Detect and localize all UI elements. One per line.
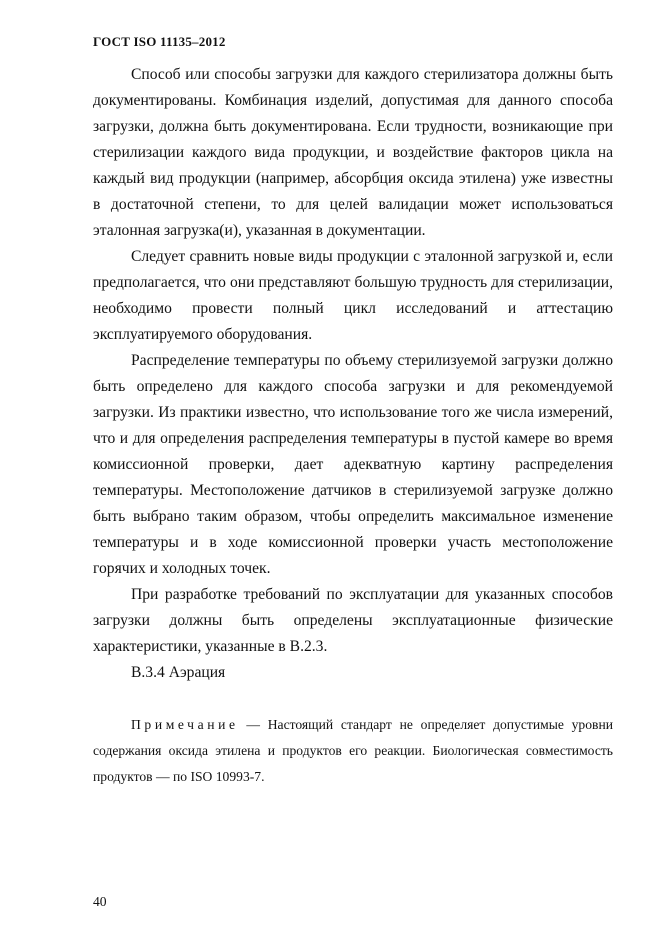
paragraph-new-products: Следует сравнить новые виды продукции с эталонной загрузкой и, если предполагается, что они представляют большую трудность для стерилизации, необходимо провести полный цикл исследований и аттестацию эксплуатируемого оборудования. [93,248,613,343]
note-label: Примечание [131,717,239,732]
section-heading-aeration: В.3.4 Аэрация [131,664,226,681]
paragraph-loading-methods: Способ или способы загрузки для каждого стерилизатора должны быть документированы. Комбинация изделий, допустимая для данного способа загрузки, должна быть документирована. Если трудности, возникающие при стерилизации каждого вида продукции, и воздействие факторов цикла на каждый вид продукции (например, абсорбция оксида этилена) уже известны в достаточной степени, то для целей валидации может использоваться эталонная загрузка(и), указанная в документации. [93,66,613,239]
note-block [93,712,613,790]
paragraph-temperature-distribution: Распределение температуры по объему стерилизуемой загрузки должно быть определено для каждого способа загрузки и для рекомендуемой загрузки. Из практики известно, что использование того же числа измерений, что и для определения распределения температуры в пустой камере во время комиссионной проверки, дает адекватную картину распределения температуры. Местоположение датчиков в стерилизуемой загрузке должно быть выбрано таким образом, чтобы определить максимальное изменение температуры и в ходе комиссионной проверки участь местоположение горячих и холодных точек. [93,352,613,577]
document-body [93,62,613,790]
page-number: 40 [93,894,107,909]
document-header: ГОСТ ISO 11135–2012 [93,34,226,49]
paragraph-operational-requirements: При разработке требований по эксплуатации для указанных способов загрузки должны быть определены эксплуатационные физические характеристики, указанные в В.2.3. [93,586,613,655]
note-text: — Настоящий стандарт не определяет допустимые уровни содержания оксида этилена и продуктов его реакции. Биологическая совместимость продуктов — по ISO 10993-7. [93,717,613,784]
